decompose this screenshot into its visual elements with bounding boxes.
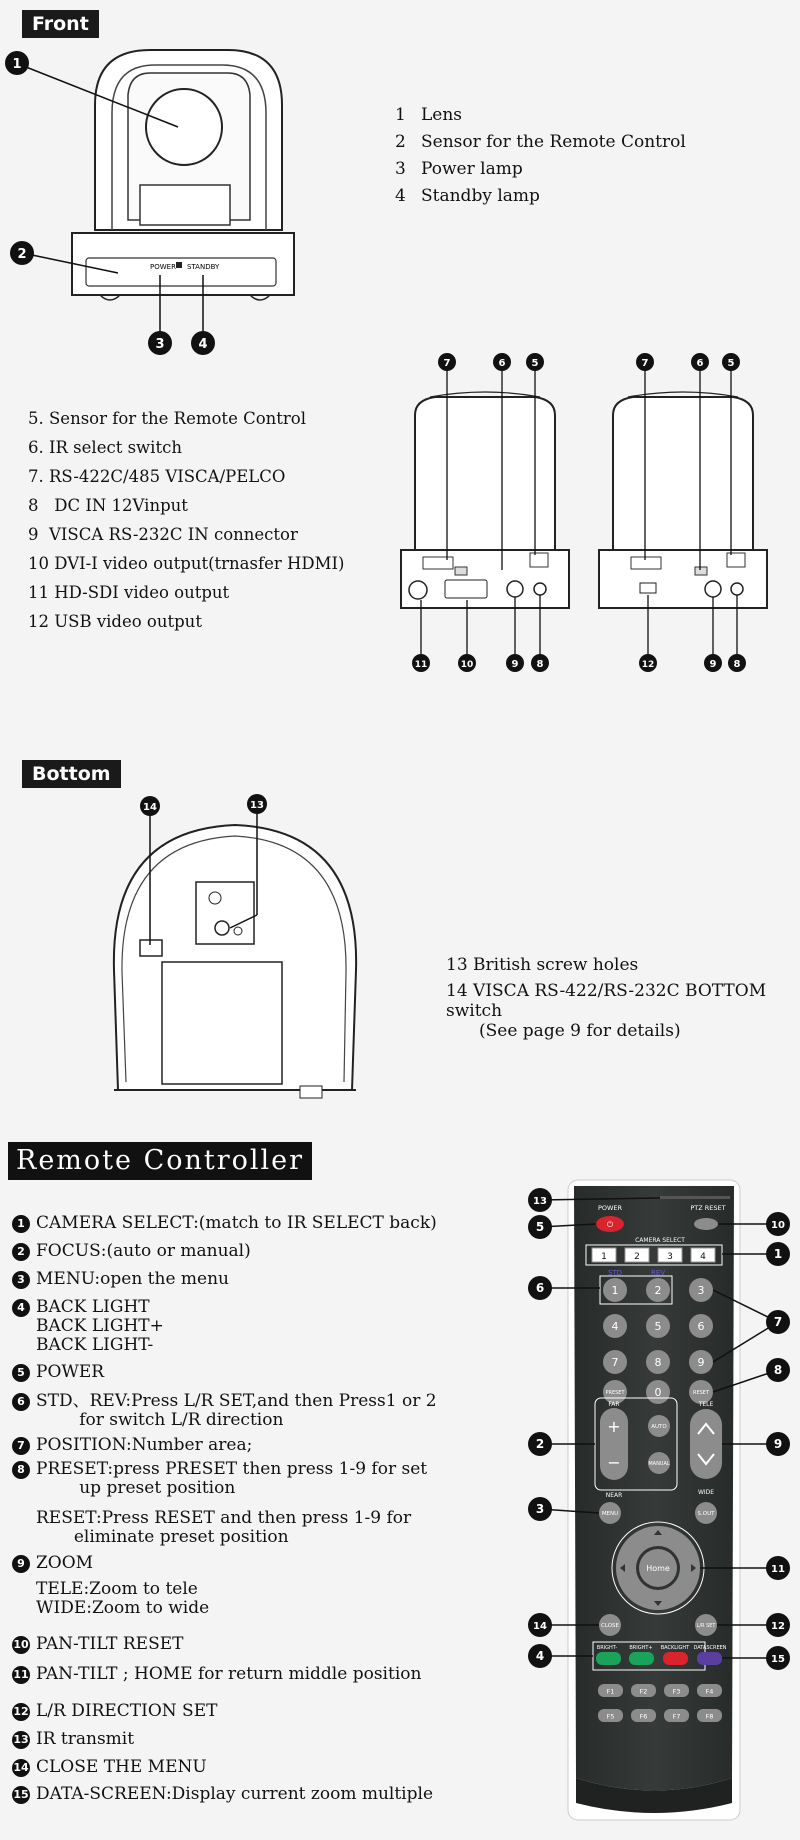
legend-first-line (12, 1270, 229, 1289)
legend-number-badge: 8 (12, 1461, 30, 1479)
camera-select-label: CAMERA SELECT (635, 1237, 685, 1244)
bottom-section-label: Bottom (22, 760, 121, 788)
legend-number-badge: 4 (12, 1299, 30, 1317)
list-item (12, 1460, 427, 1498)
legend-number-badge: 12 (12, 1703, 30, 1721)
list-item (12, 1635, 183, 1654)
legend-first-line (12, 1758, 207, 1777)
front-section-label: Front (22, 10, 99, 38)
legend-first-line (12, 1363, 104, 1382)
list-item: 14 VISCA RS-422/RS-232C BOTTOM switch (446, 981, 767, 1021)
legend-line: PAN-TILT RESET (36, 1634, 184, 1654)
list-item: 6. IR select switch (28, 438, 182, 457)
remote-callout-number: 13 (533, 1196, 547, 1207)
legend-line: CLOSE THE MENU (36, 1757, 207, 1777)
list-item: 1 Lens (395, 105, 463, 125)
legend-line: BACK LIGHT- (36, 1335, 154, 1355)
front-callout-4: 4 (198, 337, 208, 352)
bottom-callout-13: 13 (250, 800, 264, 811)
function-key-label: F8 (705, 1712, 714, 1721)
legend-line: TELE:Zoom to tele (36, 1579, 198, 1599)
rear-cameras-drawing (395, 345, 785, 675)
digit-label: 3 (697, 1284, 705, 1297)
legend-number-badge: 2 (12, 1243, 30, 1261)
list-item (12, 1702, 217, 1721)
camera-select-number: 3 (667, 1252, 673, 1262)
zero-label: 0 (654, 1386, 662, 1399)
rear2-callout-12: 12 (641, 660, 655, 670)
front-panel-power-text: POWER (150, 263, 176, 271)
list-item: 13 British screw holes (446, 955, 639, 975)
zoom-rocker[interactable] (690, 1409, 722, 1479)
legend-line: BACK LIGHT+ (36, 1316, 164, 1336)
backlight-label: BACKLIGHT (660, 1645, 690, 1651)
legend-line: RESET:Press RESET and then press 1-9 for (36, 1508, 412, 1528)
function-key-label: F1 (606, 1687, 615, 1696)
legend-number-badge: 13 (12, 1731, 30, 1749)
rear1-callout-9: 9 (511, 659, 519, 670)
remote-control-drawing (520, 1178, 800, 1838)
legend-line: L/R DIRECTION SET (36, 1701, 218, 1721)
legend-line: for switch L/R direction (36, 1410, 284, 1430)
legend-line: STD、REV:Press L/R SET,and then Press1 or 2 (36, 1391, 437, 1411)
list-item: 2 Sensor for the Remote Control (395, 132, 686, 152)
legend-number-badge: 15 (12, 1786, 30, 1804)
list-item: 12 USB video output (28, 612, 202, 631)
digit-label: 5 (654, 1320, 662, 1333)
legend-number-badge: 6 (12, 1393, 30, 1411)
bottom-callout-14: 14 (143, 802, 157, 813)
list-item (12, 1392, 437, 1430)
front-callout-3: 3 (155, 337, 165, 352)
list-item: 8 DC IN 12Vinput (28, 496, 188, 515)
rear1-callout-6: 6 (498, 358, 506, 369)
function-key-label: F7 (672, 1712, 681, 1721)
legend-first-line (12, 1702, 217, 1721)
legend-line: PRESET:press PRESET then press 1-9 for set (36, 1459, 428, 1479)
legend-line: PAN-TILT ; HOME for return middle position (36, 1664, 422, 1684)
camera-select-number: 1 (601, 1252, 607, 1262)
function-key-label: F5 (606, 1712, 615, 1721)
home-label: Home (646, 1564, 670, 1573)
list-item: 4 Standby lamp (395, 186, 540, 206)
list-item (12, 1214, 437, 1233)
legend-number-badge: 14 (12, 1759, 30, 1777)
digit-label: 2 (654, 1284, 662, 1297)
list-item: 10 DVI-I video output(trnasfer HDMI) (28, 554, 345, 573)
list-item: 7. RS-422C/485 VISCA/PELCO (28, 467, 286, 486)
digit-label: 4 (611, 1320, 619, 1333)
list-item (12, 1785, 433, 1804)
digit-label: 7 (611, 1356, 619, 1369)
rear-camera-1 (401, 353, 569, 672)
digit-label: 8 (654, 1356, 662, 1369)
remote-callout-number: 12 (771, 1621, 785, 1632)
remote-callout-number: 8 (773, 1363, 783, 1377)
function-key-label: F4 (705, 1687, 714, 1696)
digit-label: 9 (697, 1356, 705, 1369)
legend-line: FOCUS:(auto or manual) (36, 1241, 251, 1261)
list-item (12, 1730, 134, 1749)
datascreen-button[interactable] (697, 1652, 722, 1665)
function-key-label: F3 (672, 1687, 681, 1696)
list-item (12, 1242, 251, 1261)
front-callout-1: 1 (12, 57, 22, 72)
bright-minus-label: BRIGHT- (596, 1645, 618, 1651)
legend-line: ZOOM (36, 1553, 94, 1573)
reset-label: RESET (692, 1390, 710, 1396)
legend-number-badge: 10 (12, 1636, 30, 1654)
legend-number-badge: 3 (12, 1271, 30, 1289)
remote-callout-number: 9 (773, 1437, 783, 1451)
legend-line: up preset position (36, 1478, 236, 1498)
list-item: 9 VISCA RS-232C IN connector (28, 525, 298, 544)
legend-line: POSITION:Number area; (36, 1435, 253, 1455)
backlight-button[interactable] (663, 1652, 688, 1665)
legend-first-line (12, 1730, 134, 1749)
rear1-callout-7: 7 (443, 358, 451, 369)
remote-controller-title: Remote Controller (8, 1142, 312, 1180)
preset-label: PRESET (605, 1390, 625, 1396)
legend-line: DATA-SCREEN:Display current zoom multiple (36, 1784, 434, 1804)
close-label: CLOSE (600, 1623, 620, 1629)
bottom-camera-drawing (90, 790, 380, 1110)
list-item (12, 1580, 209, 1618)
bottom-legend (446, 955, 800, 1041)
legend-line: BACK LIGHT (36, 1297, 150, 1317)
legend-number-badge: 11 (12, 1666, 30, 1684)
list-item: 11 HD-SDI video output (28, 583, 230, 602)
legend-first-line (12, 1298, 164, 1317)
bright-plus-label: BRIGHT+ (629, 1645, 653, 1651)
remote-callout-number: 10 (771, 1220, 785, 1231)
remote-callout-number: 6 (535, 1281, 545, 1295)
list-item (12, 1298, 164, 1355)
list-item (12, 1436, 252, 1455)
power-button-label: POWER (597, 1204, 623, 1212)
manual-label: MANUAL (648, 1461, 670, 1467)
function-key-label: F6 (639, 1712, 648, 1721)
legend-first-line (12, 1785, 433, 1804)
menu-label: MENU (601, 1511, 619, 1517)
legend-line: WIDE:Zoom to wide (36, 1598, 210, 1618)
tele-label: TELE (698, 1401, 714, 1408)
rear2-callout-5: 5 (727, 358, 735, 369)
legend-first-line (12, 1665, 421, 1684)
legend-first-line (12, 1554, 93, 1573)
back-legend (28, 404, 344, 636)
list-item: 5. Sensor for the Remote Control (28, 409, 306, 428)
rear1-callout-8: 8 (536, 659, 544, 670)
legend-number-badge: 9 (12, 1555, 30, 1573)
rear-camera-2 (599, 353, 767, 672)
remote-callout-number: 14 (533, 1621, 547, 1632)
camera-select-number: 4 (700, 1252, 706, 1262)
digit-label: 6 (697, 1320, 705, 1333)
plus-icon: + (607, 1417, 621, 1436)
legend-line: eliminate preset position (36, 1527, 289, 1547)
legend-first-line (12, 1635, 183, 1654)
near-label: NEAR (605, 1492, 623, 1499)
remote-callout-number: 5 (535, 1220, 545, 1234)
legend-first-line (12, 1460, 427, 1479)
rear2-callout-7: 7 (641, 358, 649, 369)
legend-first-line (12, 1436, 252, 1455)
legend-first-line (12, 1242, 251, 1261)
remote-callout-number: 7 (773, 1315, 783, 1329)
wide-label: WIDE (697, 1489, 715, 1496)
list-item (12, 1363, 104, 1382)
list-item (12, 1509, 411, 1547)
minus-icon: − (607, 1453, 621, 1472)
list-item (12, 1665, 421, 1684)
auto-label: AUTO (651, 1424, 667, 1430)
remote-callout-number: 3 (535, 1502, 545, 1516)
list-item: 3 Power lamp (395, 159, 523, 179)
front-legend (395, 102, 686, 210)
list-item (12, 1554, 93, 1573)
rear1-callout-10: 10 (460, 660, 474, 670)
bright-minus-button[interactable] (596, 1652, 621, 1665)
legend-first-line (12, 1392, 437, 1411)
lr-set-label: L/R SET (696, 1623, 716, 1629)
digit-label: 1 (611, 1284, 619, 1297)
rear2-callout-9: 9 (709, 659, 717, 670)
rev-label: REV (650, 1269, 666, 1277)
rear1-callout-5: 5 (531, 358, 539, 369)
remote-callout-number: 2 (535, 1437, 545, 1451)
far-label: FAR (608, 1401, 620, 1408)
front-camera-drawing (0, 35, 320, 365)
power-icon: ⏻ (606, 1220, 614, 1229)
ptz-reset-label: PTZ RESET (690, 1204, 726, 1212)
legend-line: CAMERA SELECT:(match to IR SELECT back) (36, 1213, 437, 1233)
legend-line: POWER (36, 1362, 105, 1382)
list-item (12, 1758, 207, 1777)
remote-callout-number: 15 (771, 1654, 785, 1665)
function-key-label: F2 (639, 1687, 648, 1696)
rear1-callout-11: 11 (414, 660, 428, 670)
legend-line: MENU:open the menu (36, 1269, 229, 1289)
remote-callout-number: 1 (773, 1247, 783, 1261)
list-item (12, 1270, 229, 1289)
list-item: (See page 9 for details) (479, 1021, 681, 1041)
remote-callout-number: 11 (771, 1564, 785, 1575)
rear2-callout-6: 6 (696, 358, 704, 369)
front-panel-standby-text: STANDBY (187, 263, 220, 271)
datascreen-label: DATASCREEN (693, 1645, 727, 1651)
legend-number-badge: 7 (12, 1437, 30, 1455)
legend-number-badge: 1 (12, 1215, 30, 1233)
camera-select-number: 2 (634, 1252, 640, 1262)
legend-line: IR transmit (36, 1729, 135, 1749)
rear2-callout-8: 8 (733, 659, 741, 670)
std-label: STD (607, 1269, 623, 1277)
legend-first-line (12, 1214, 437, 1233)
s-out-label: S.OUT (697, 1511, 715, 1517)
legend-number-badge: 5 (12, 1364, 30, 1382)
remote-callout-number: 4 (535, 1649, 545, 1663)
ptz-reset-button[interactable] (694, 1218, 718, 1230)
bright-plus-button[interactable] (629, 1652, 654, 1665)
front-callout-2: 2 (17, 247, 27, 262)
